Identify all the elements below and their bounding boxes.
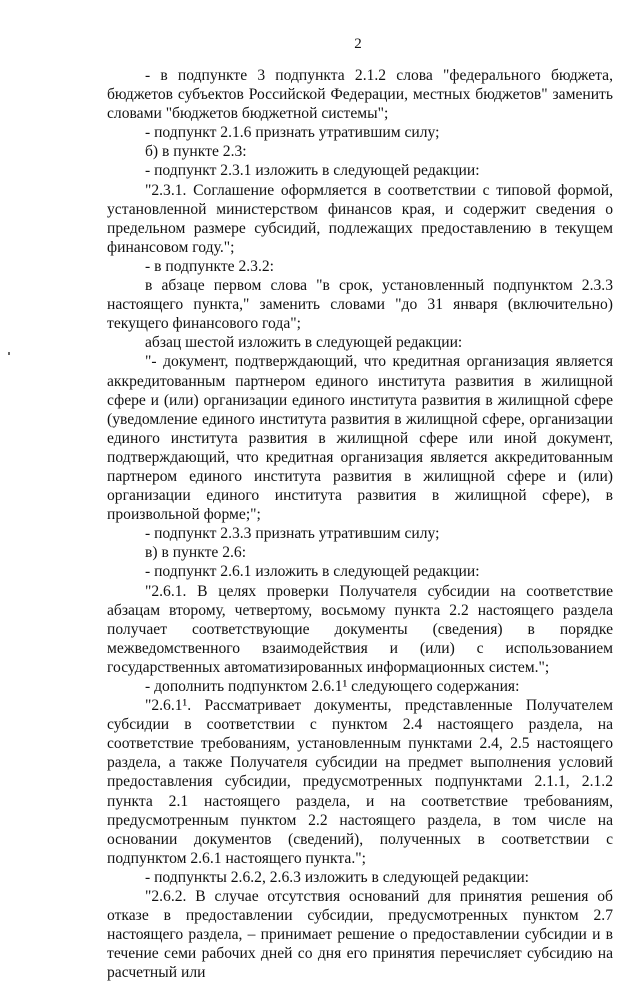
paragraph: абзац шестой изложить в следующей редакции: [145, 334, 463, 352]
paragraph: "2.6.1¹. Рассматривает документы, представленные Получателем субсидии в соответствии с пунктом 2.4 настоящего раздела, на соответствие требованиям, установленным пунктами 2.4, 2.5 настоящего раздела, а также Получателя субсидии на предмет выполнения условий предоставления субсидии, предусмотренных подпунктами 2.1.1, 2.1.2 пункта 2.1 настоящего раздела, и на соответствие требованиям, предусмотренным пунктом 2.2 настоящего раздела, в том числе на основании документов (сведений), полученных в соответствии с подпунктом 2.6.1 настоящего пункта."; [107, 697, 613, 867]
scan-artifact [8, 352, 10, 355]
paragraph: "2.6.2. В случае отсутствия оснований для принятия решения об отказе в предоставлении субсидии, предусмотренных пунктом 2.7 настоящего раздела, – принимает решение о предоставлении субсидии и в течение семи рабочих дней со дня его принятия перечисляет субсидию на расчетный или [107, 888, 613, 982]
paragraph: - подпункт 2.6.1 изложить в следующей редакции: [145, 563, 480, 581]
paragraph: "2.6.1. В целях проверки Получателя субсидии на соответствие абзацам второму, четвертому, восьмому пункта 2.2 настоящего раздела получает соответствующие документы (сведения) в порядке межведомственного взаимодействия и (или) с использованием государственных автоматизированных информационных систем."; [107, 582, 613, 676]
page-number: 2 [354, 36, 362, 52]
paragraph: - подпункты 2.6.2, 2.6.3 изложить в следующей редакции: [145, 868, 530, 886]
scan-edge [636, 0, 640, 904]
paragraph: "- документ, подтверждающий, что кредитная организация является аккредитованным партнером единого института развития в жилищной сфере и (или) организации единого института развития в жилищной сфере (уведомление единого института развития в жилищной сфере, организации единого института развития в жилищной сфере или иной документ, подтверждающий, что кредитная организация является аккредитованным партнером единого института развития в жилищной сфере и (или) организации единого института развития в жилищной сфере), в произвольной форме;"; [107, 353, 613, 524]
paragraph: - подпункт 2.3.3 признать утратившим силу; [145, 525, 440, 543]
paragraph: - в подпункте 2.3.2: [145, 257, 274, 275]
paragraph: - подпункт 2.3.1 изложить в следующей редакции: [145, 162, 480, 180]
paragraph: б) в пункте 2.3: [145, 143, 247, 161]
paragraph: - подпункт 2.1.6 признать утратившим силу; [145, 124, 440, 142]
document-body [107, 66, 613, 983]
paragraph: - в подпункте 3 подпункта 2.1.2 слова "федерального бюджета, бюджетов субъектов Российской Федерации, местных бюджетов" заменить словами "бюджетов бюджетной системы"; [107, 67, 613, 123]
paragraph: - дополнить подпунктом 2.6.1¹ следующего содержания: [145, 678, 520, 695]
paragraph: "2.3.1. Соглашение оформляется в соответствии с типовой формой, установленной министерством финансов края, и содержит сведения о предельном размере субсидий, подлежащих предоставлению в текущем финансовом году."; [107, 181, 613, 256]
paragraph: в) в пункте 2.6: [145, 544, 247, 562]
paragraph: в абзаце первом слова "в срок, установленный подпунктом 2.3.3 настоящего пункта," заменить словами "до 31 января (включительно) текущего финансового года"; [107, 277, 613, 333]
